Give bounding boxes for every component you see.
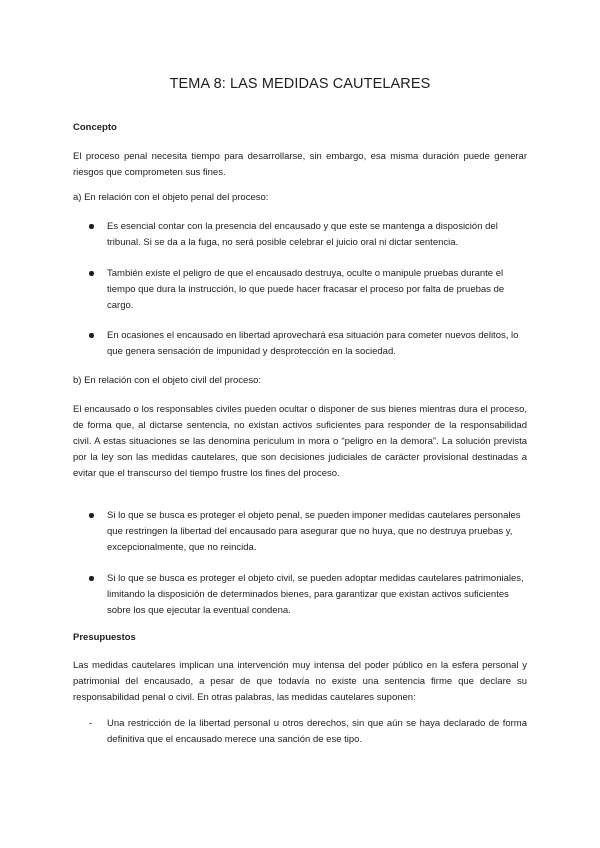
bullet-icon — [89, 271, 94, 276]
list-item — [73, 266, 527, 314]
list-item-text: También existe el peligro de que el encausado destruya, oculte o manipule pruebas durante el tiempo que dura la instrucción, lo que puede hacer fracasar el proceso por falta de pruebas de cargo. — [107, 268, 505, 311]
list-item-text: Es esencial contar con la presencia del encausado y que este se mantenga a disposición del tribunal. Si se da a la fuga, no será posible celebrar el juicio oral ni dictar sentencia. — [107, 221, 498, 248]
dash-bullet-icon: - — [89, 718, 93, 729]
bullet-icon — [89, 576, 94, 581]
list-item-text: Si lo que se busca es proteger el objeto civil, se pueden adoptar medidas cautelares patrimoniales, limitando la disposición de determinados bienes, para garantizar que existan activos suficientes sobre los que ejecutar la eventual condena. — [107, 573, 524, 616]
paragraph-periculum-in-mora: El encausado o los responsables civiles pueden ocultar o disponer de sus bienes mientras dura el proceso, de forma que, al dictarse sentencia, no existan activos suficientes para responder de la responsabilidad civil. A estas situaciones se las denomina periculum in mora o “peligro en la demora”. La solución prevista por la ley son las medidas cautelares, que son decisiones judiciales de carácter provisional destinadas a evitar que el transcurso del tiempo frustre los fines del proceso. — [73, 404, 527, 479]
section-heading-concepto: Concepto — [73, 122, 117, 133]
paragraph-presupuestos: Las medidas cautelares implican una intervención muy intensa del poder público en la esfera personal y patrimonial del encausado, a pesar de que todavía no existe una sentencia firme que declare su responsabilidad penal o civil. En otras palabras, las medidas cautelares suponen: — [73, 660, 527, 703]
list-item — [73, 328, 527, 360]
bullet-icon — [89, 333, 94, 338]
page-title: TEMA 8: LAS MEDIDAS CAUTELARES — [169, 76, 431, 92]
list-item-text: Una restricción de la libertad personal u otros derechos, sin que aún se haya declarado de forma definitiva que el encausado merece una sanción de ese tipo. — [107, 718, 527, 745]
list-item-text: En ocasiones el encausado en libertad aprovechará esa situación para cometer nuevos delitos, lo que genera sensación de impunidad y desprotección en la sociedad. — [107, 330, 519, 357]
subheading-objeto-civil: b) En relación con el objeto civil del proceso: — [73, 375, 261, 386]
list-item — [73, 571, 527, 619]
paragraph-intro: El proceso penal necesita tiempo para desarrollarse, sin embargo, esa misma duración puede generar riesgos que comprometen sus fines. — [73, 151, 527, 178]
bullet-icon — [89, 224, 94, 229]
list-item — [73, 219, 527, 251]
section-heading-presupuestos: Presupuestos — [73, 632, 136, 643]
list-item — [73, 508, 527, 556]
list-item-text: Si lo que se busca es proteger el objeto penal, se pueden imponer medidas cautelares personales que restringen la libertad del encausado para asegurar que no huya, que no destruya pruebas y, excepcionalmente, que no reincida. — [107, 510, 521, 553]
list-item — [73, 716, 527, 748]
subheading-objeto-penal: a) En relación con el objeto penal del proceso: — [73, 192, 269, 203]
bullet-icon — [89, 513, 94, 518]
